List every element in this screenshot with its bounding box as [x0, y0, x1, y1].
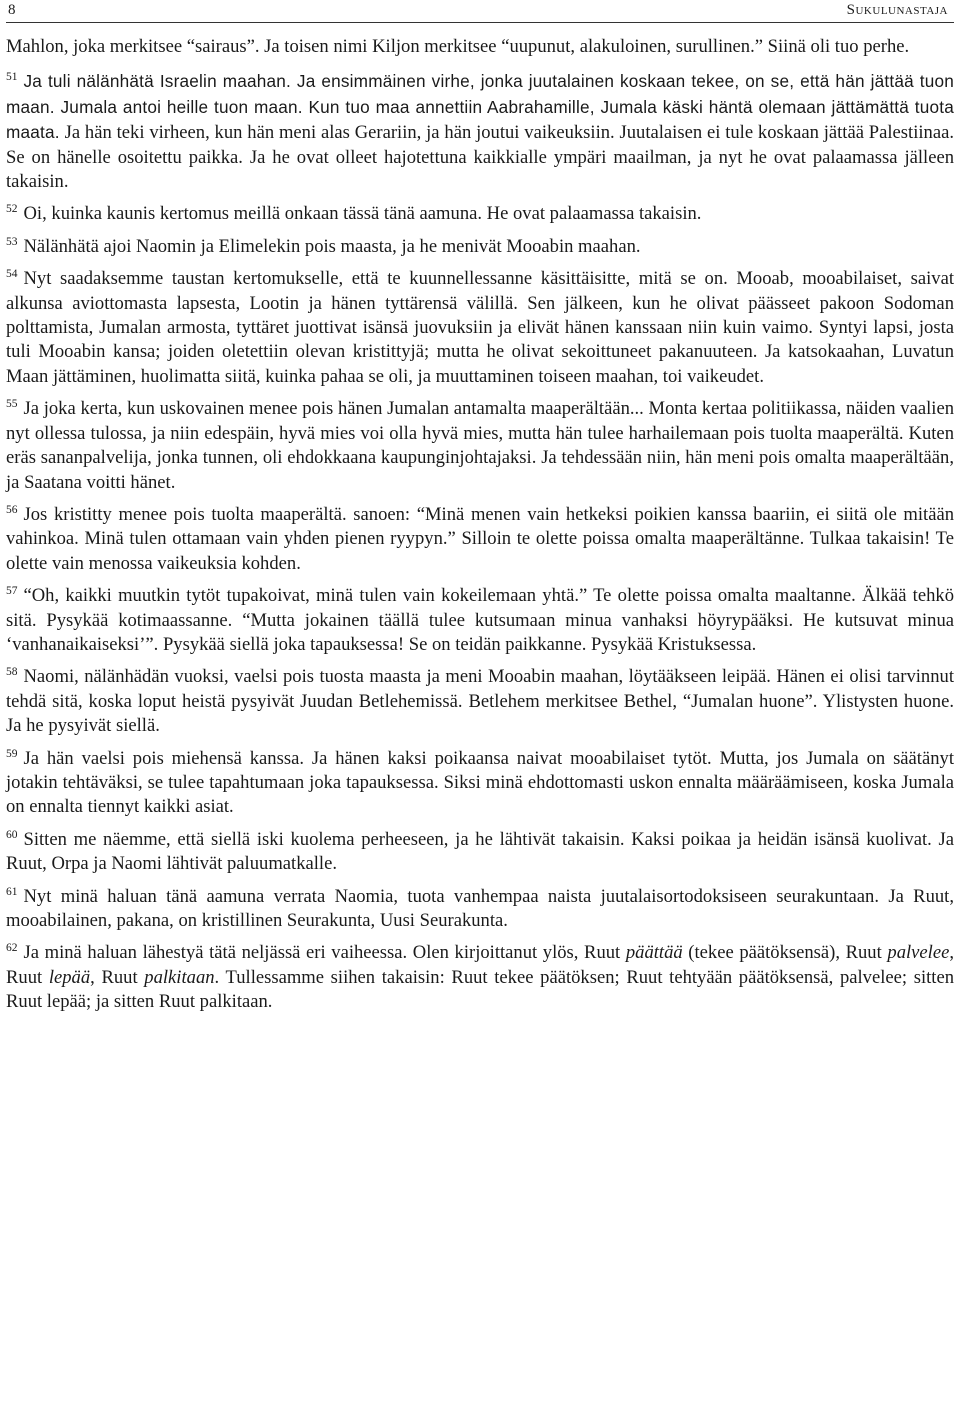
verse-57-paragraph: [6, 584, 954, 657]
page-header: [6, 0, 954, 23]
verse-number: 60: [6, 828, 18, 841]
intro-paragraph: Mahlon, joka merkitsee “sairaus”. Ja toisen nimi Kiljon merkitsee “uupunut, alakuloinen, surullinen.” Siinä oli tuo perhe.: [6, 36, 910, 57]
verse-51-text-sans: Ja tuli nälänhätä Israelin maahan. Ja ensimmäinen virhe, jonka juutalainen koskaan tekee, on se, että hän jättää tuon maan. Jumala antoi heille tuon maan. Kun tuo maa annettiin Aabrahamille, Jumala käski häntä olemaan jättämättä tuota maata.: [6, 71, 954, 143]
verse-number: 56: [6, 503, 18, 516]
verse-62-paragraph: [6, 941, 954, 1014]
verse-number: 52: [6, 203, 18, 216]
verse-61-paragraph: [6, 885, 954, 934]
verse-53-text: Nälänhätä ajoi Naomin ja Elimelekin pois maasta, ja he menivät Mooabin maahan.: [23, 235, 641, 257]
verse-53-paragraph: [6, 235, 954, 259]
verse-52-text: Oi, kuinka kaunis kertomus meillä onkaan tässä tänä aamuna. He ovat palaamassa takaisin.: [23, 203, 702, 225]
verse-59-text: Ja hän vaelsi pois miehensä kanssa. Ja hänen kaksi poikaansa naivat mooabilaiset tytöt. Mutta, jos Jumala on säätänyt jotakin tehtäväksi, se tulee tapahtumaan joka tapauksessa. Siksi minä ehdottomasti uskon ennalta määräämiseen, koska Jumala on ennalta tiennyt kaikki asiat.: [6, 747, 954, 818]
verse-62-text-3: , Ruut: [6, 942, 954, 988]
verse-57-text: “Oh, kaikki muutkin tytöt tupakoivat, minä tulen vain kokeilemaan yhtä.” Te olette poissa omalta maaltanne. Älkää tehkö sitä. Pysykää kotimaassanne. “Mutta jokainen täällä tulee kutsumaan minua vanhaksi höyrypääksi. He kutsuvat minua ‘vanhanaikaiseksi’”. Pysykää siellä joka tapauksessa! Se on teidän paikkanne. Pysykää Kristuksessa.: [6, 585, 954, 655]
verse-58-paragraph: [6, 665, 954, 738]
verse-62-text-5: . Tullessamme siihen takaisin: Ruut tekee päätöksen; Ruut tehtyään päätöksensä, palvelee; sitten Ruut lepää; ja sitten Ruut palkitaan.: [6, 966, 955, 1013]
verse-number: 62: [6, 942, 18, 955]
verse-51-text: Ja hän teki virheen, kun hän meni alas Gerariin, ja hän joutui vaikeuksiin. Juutalaisen ei tule koskaan jättää Palestiinaa. Se on hänelle osoitettu paikka. Ja he ovat olleet hajotettuna kaikkialle ympäri maailman, ja nyt he ovat palaamassa jälleen takaisin.: [6, 122, 954, 193]
verse-55-paragraph: [6, 397, 954, 495]
verse-54-paragraph: [6, 267, 954, 389]
verse-61-text: Nyt minä haluan tänä aamuna verrata Naomia, tuota vanhempaa naista juutalaisortodoksiseen seurakuntaan. Ja Ruut, mooabilainen, pakana, on kristillinen Seurakunta, Uusi Seurakunta.: [6, 885, 954, 931]
page-number: 8: [8, 2, 16, 18]
verse-59-paragraph: [6, 747, 954, 820]
verse-62-italic-rests: lepää: [48, 966, 91, 988]
verse-number: 58: [6, 666, 18, 679]
verse-62-italic-rewarded: palkitaan: [144, 966, 215, 988]
verse-56-paragraph: [6, 503, 954, 576]
verse-number: 57: [6, 585, 18, 598]
verse-58-text: Naomi, nälänhädän vuoksi, vaelsi pois tuosta maasta ja meni Mooabin maahan, löytääkseen leipää. Hänen ei olisi tarvinnut tehdä sitä, koska loput heistä pysyivät Juudan Betlehemissä. Betlehem merkitsee Bethel, “Jumalan huone”. Ylistysten huone. Ja he pysyivät siellä.: [6, 666, 954, 737]
verse-62-text-2: (tekee päätöksensä), Ruut: [682, 942, 888, 964]
verse-62-text-4: , Ruut: [90, 966, 145, 988]
sermon-body: [6, 35, 954, 1015]
verse-number: 61: [6, 885, 18, 898]
verse-number: 51: [6, 71, 18, 84]
verse-number: 59: [6, 747, 18, 760]
verse-60-paragraph: [6, 828, 954, 877]
verse-54-text: Nyt saadaksemme taustan kertomukselle, että te kuunnellessanne käsittäisitte, mitä se on. Mooab, mooabilaiset, saivat alkunsa aviottomasta lapsesta, Lootin ja hänen tyttärensä välillä. Sen jälkeen, kun he olivat päässeet pakoon Sodoman polttamista, Jumalan armosta, tyttäret juottivat isänsä juovuksiin ja elivät hänen kanssaan niin kuin vaimo. Syntyi lapsi, josta tuli Mooabin kansa; joiden oletettiin olevan kristittyjä; mutta he olivat sekoittuneet pakanuuteen. Ja katsokaahan, Luvatun Maan jättäminen, huolimatta siitä, kuinka pahaa se oli, ja muuttaminen toiseen maahan, toi vaikeudet.: [6, 268, 954, 387]
verse-52-paragraph: [6, 202, 954, 226]
verse-number: 53: [6, 235, 18, 248]
verse-55-text: Ja joka kerta, kun uskovainen menee pois hänen Jumalan antamalta maaperältään... Monta kertaa politiikassa, näiden vaalien nyt ollessa tulossa, ja niin edespäin, hyvä mies voi olla hyvä mies, mutta hän tulee harhailemaan pois tuolta maaperältä. Kuten eräs sananpalvelija, jonka tunnen, oli ehdokkaana kaupunginjohtajaksi. Ja tehdessään niin, hän meni pois omalta maaperältään, ja Saatana voitti hänet.: [6, 398, 954, 493]
verse-60-text: Sitten me näemme, että siellä iski kuolema perheeseen, ja he lähtivät takaisin. Kaksi poikaa ja heidän isänsä kuolivat. Ja Ruut, Orpa ja Naomi lähtivät paluumatkalle.: [6, 828, 954, 875]
verse-62-italic-decides: päättää: [625, 942, 683, 964]
verse-number: 54: [6, 268, 18, 281]
verse-62-italic-serves: palvelee: [887, 942, 950, 964]
verse-51-paragraph: [6, 69, 954, 194]
verse-number: 55: [6, 398, 18, 411]
verse-56-text: Jos kristitty menee pois tuolta maaperältä. sanoen: “Minä menen vain hetkeksi poikien kanssa baariin, ei siitä ole mitään vahinkoa. Minä tulen ottamaan vain yhden pienen ryypyn.” Silloin te olette poissa omalta maaperältänne. Tulkaa takaisin! Te olette vain menossa vaikeuksia kohden.: [6, 503, 954, 574]
running-title: Sukulunastaja: [846, 2, 948, 18]
verse-62-text-1: Ja minä haluan lähestyä tätä neljässä eri vaiheessa. Olen kirjoittanut ylös, Ruut: [23, 942, 626, 964]
